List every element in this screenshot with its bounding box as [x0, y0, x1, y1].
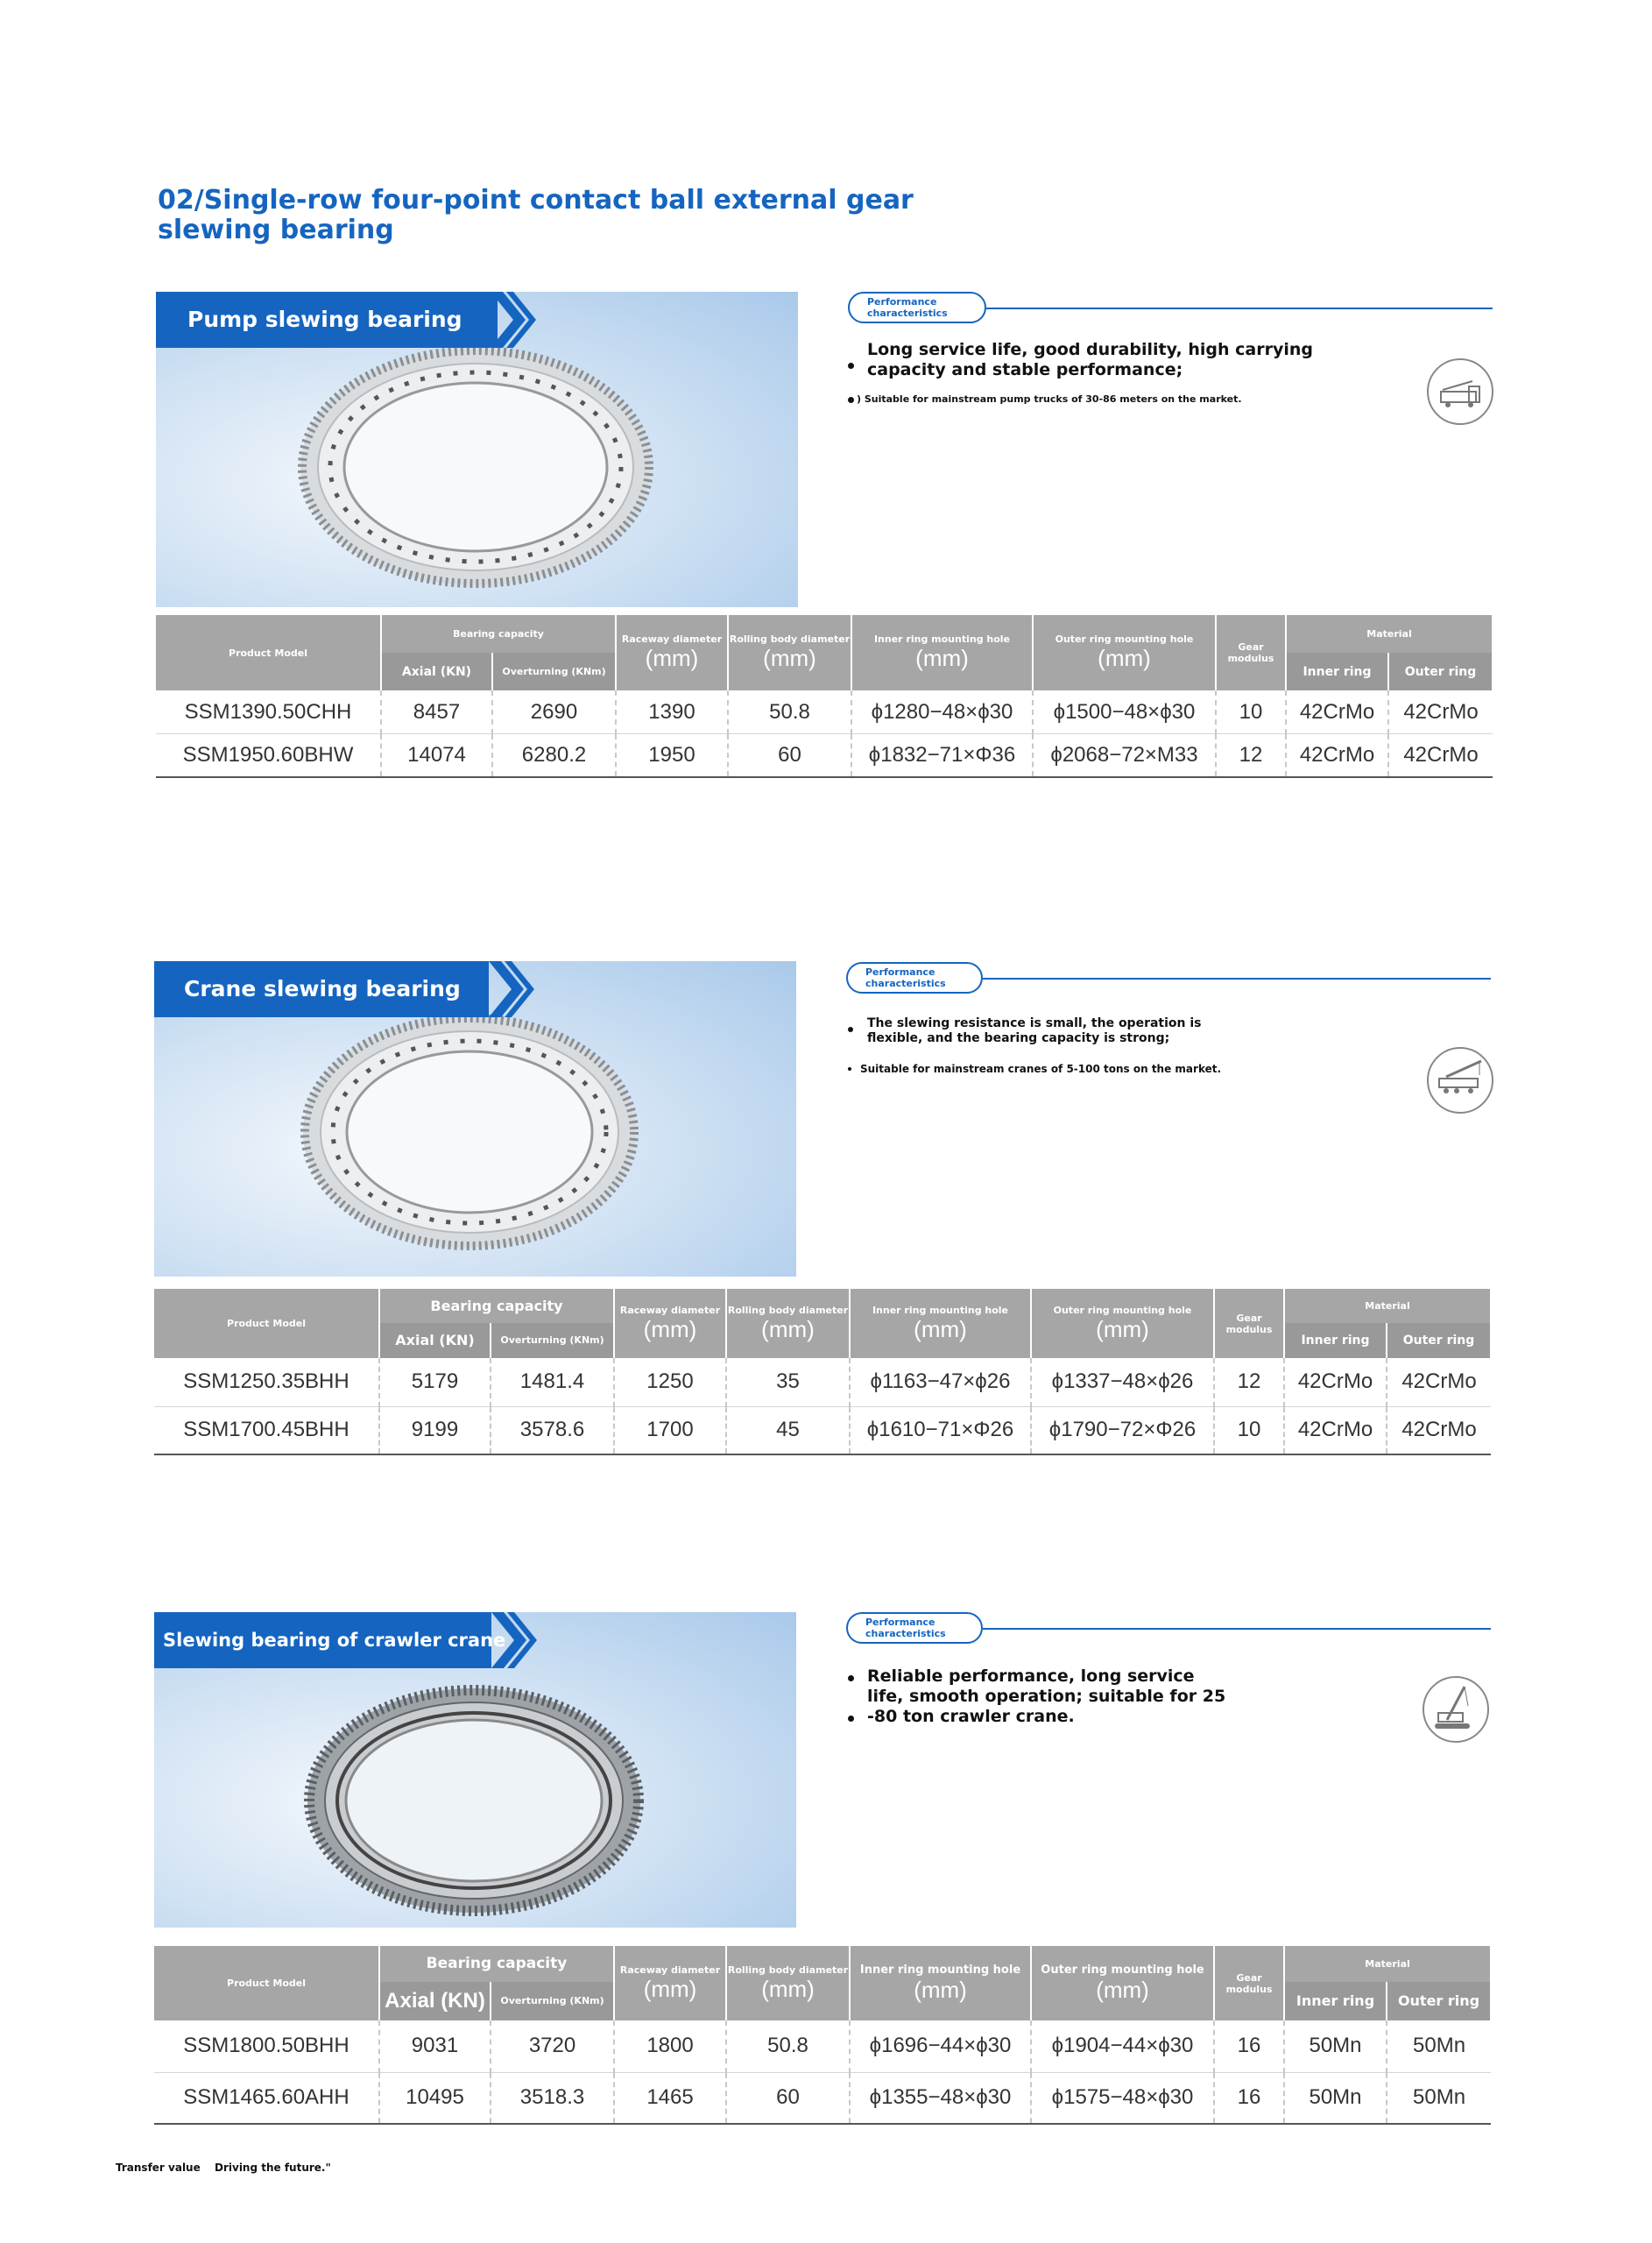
header-inner-ring: Inner ring — [1286, 653, 1388, 690]
cell-inner-material: 50Mn — [1284, 2020, 1387, 2072]
header-product-model: Product Model — [154, 1289, 379, 1358]
cell-outer-material: 50Mn — [1387, 2020, 1491, 2072]
unit-label: (mm) — [761, 1315, 815, 1342]
cell-model: SSM1465.60AHH — [154, 2072, 379, 2124]
chevron-right-icon — [489, 961, 541, 1017]
header-outer-hole — [1031, 1946, 1214, 2020]
cell-overturning: 3720 — [491, 2020, 614, 2072]
cell-axial: 8457 — [381, 690, 492, 733]
cell-outer-hole: ϕ1904−44×ϕ30 — [1031, 2020, 1214, 2072]
header-outer-ring: Outer ring — [1387, 1323, 1491, 1359]
bullet-item — [848, 1063, 1386, 1076]
header-raceway — [614, 1946, 726, 2020]
bullet-text: The slewing resistance is small, the operation is flexible, and the bearing capacity is strong; — [867, 1016, 1202, 1045]
performance-tag: Performance characteristics — [846, 1612, 983, 1644]
cell-raceway: 1390 — [616, 690, 728, 733]
cell-model: SSM1950.60BHW — [156, 734, 381, 778]
spec-table — [154, 1289, 1492, 1455]
header-gear-modulus: Gear modulus — [1216, 615, 1286, 690]
cell-outer-material: 42CrMo — [1387, 1406, 1491, 1454]
cell-outer-material: 42CrMo — [1387, 1358, 1491, 1406]
header-overturning: Overturning (KNm) — [491, 1323, 614, 1359]
cell-outer-material: 50Mn — [1387, 2072, 1491, 2124]
crawler-crane-icon — [1424, 1678, 1487, 1741]
bullet-text: Long service life, good durability, high carrying capacity and stable performance; — [867, 340, 1313, 379]
page-title: 02/Single-row four-point contact ball external gear slewing bearing — [158, 185, 914, 245]
header-rolling — [726, 1289, 850, 1358]
cell-inner-hole: ϕ1163−47×ϕ26 — [850, 1358, 1031, 1406]
concrete-pump-truck-icon — [1429, 360, 1492, 423]
header-inner-hole — [851, 615, 1033, 690]
cell-gear: 10 — [1216, 690, 1286, 733]
bullet-icon — [848, 1675, 854, 1681]
cell-inner-hole: ϕ1696−44×ϕ30 — [850, 2020, 1031, 2072]
bullet-icon — [848, 1716, 854, 1722]
header-raceway — [614, 1289, 726, 1358]
table-row — [156, 690, 1493, 733]
footer-right: Driving the future." — [215, 2162, 331, 2174]
section-banner: Slewing bearing of crawler crane — [154, 1612, 491, 1668]
header-material: Material — [1284, 1289, 1491, 1323]
bullet-item — [848, 1016, 1235, 1046]
header-axial: Axial (KN) — [381, 653, 492, 690]
cell-gear: 16 — [1214, 2020, 1284, 2072]
header-outer-hole — [1033, 615, 1216, 690]
spec-table — [156, 615, 1493, 778]
section-banner: Pump slewing bearing — [156, 292, 498, 348]
header-rolling — [728, 615, 851, 690]
header-label: Raceway diameter — [619, 1304, 721, 1316]
header-product-model: Product Model — [156, 615, 381, 690]
header-overturning: Overturning (KNm) — [492, 653, 616, 690]
product-hero-pump — [156, 292, 798, 607]
cell-inner-material: 42CrMo — [1286, 690, 1388, 733]
header-outer-hole — [1031, 1289, 1214, 1358]
cell-outer-hole: ϕ2068−72×M33 — [1033, 734, 1216, 778]
header-inner-ring: Inner ring — [1284, 1982, 1387, 2021]
header-label: Inner ring mounting hole — [859, 1963, 1021, 1977]
header-label: Raceway diameter — [621, 633, 723, 646]
truck-crane-icon — [1429, 1049, 1492, 1112]
concrete-pump-truck-icon — [1427, 358, 1493, 425]
chevron-right-icon — [491, 1612, 544, 1668]
cell-axial: 9031 — [379, 2020, 491, 2072]
cell-gear: 12 — [1216, 734, 1286, 778]
divider — [986, 308, 1493, 309]
bullet-item — [848, 340, 1323, 380]
bullet-item — [848, 393, 1382, 406]
cell-raceway: 1950 — [616, 734, 728, 778]
header-label: Outer ring mounting hole — [1041, 1963, 1204, 1977]
unit-label: (mm) — [1096, 1315, 1149, 1342]
cell-inner-hole: ϕ1355−48×ϕ30 — [850, 2072, 1031, 2124]
header-material: Material — [1286, 615, 1493, 653]
header-outer-ring: Outer ring — [1387, 1982, 1491, 2021]
cell-overturning: 1481.4 — [491, 1358, 614, 1406]
bullet-icon — [848, 397, 854, 403]
table-row — [154, 1358, 1491, 1406]
header-label: Rolling body diameter — [727, 1304, 849, 1316]
cell-model: SSM1250.35BHH — [154, 1358, 379, 1406]
cell-gear: 10 — [1214, 1406, 1284, 1454]
bullet-text: Reliable performance, long service life, smooth operation; suitable for 25 -80 ton crawler crane. — [867, 1666, 1226, 1726]
header-gear-modulus: Gear modulus — [1214, 1289, 1284, 1358]
divider — [983, 1628, 1491, 1630]
cell-axial: 5179 — [379, 1358, 491, 1406]
table-row — [154, 2072, 1491, 2124]
bullet-icon — [848, 363, 854, 369]
cell-rolling: 50.8 — [728, 690, 851, 733]
bullet-item — [848, 1666, 1226, 1727]
cell-raceway: 1800 — [614, 2020, 726, 2072]
performance-tag: Performance characteristics — [848, 292, 986, 323]
header-label: Raceway diameter — [619, 1964, 721, 1976]
cell-outer-material: 42CrMo — [1388, 734, 1493, 778]
table-row — [154, 2020, 1491, 2072]
unit-label: (mm) — [763, 645, 816, 672]
header-product-model: Product Model — [154, 1946, 379, 2020]
header-label: Rolling body diameter — [727, 1964, 849, 1976]
unit-label: (mm) — [761, 1975, 815, 2002]
cell-inner-hole: ϕ1832−71×Φ36 — [851, 734, 1033, 778]
header-label: Outer ring mounting hole — [1055, 633, 1194, 646]
header-overturning: Overturning (KNm) — [491, 1982, 614, 2021]
cell-rolling: 60 — [726, 2072, 850, 2124]
section-banner: Crane slewing bearing — [154, 961, 489, 1017]
header-label: Inner ring mounting hole — [872, 1304, 1009, 1316]
unit-label: (mm) — [1098, 645, 1151, 672]
header-raceway — [616, 615, 728, 690]
cell-inner-hole: ϕ1280−48×ϕ30 — [851, 690, 1033, 733]
cell-inner-hole: ϕ1610−71×Φ26 — [850, 1406, 1031, 1454]
cell-axial: 14074 — [381, 734, 492, 778]
cell-rolling: 35 — [726, 1358, 850, 1406]
cell-rolling: 45 — [726, 1406, 850, 1454]
cell-model: SSM1800.50BHH — [154, 2020, 379, 2072]
cell-outer-hole: ϕ1500−48×ϕ30 — [1033, 690, 1216, 733]
cell-overturning: 3578.6 — [491, 1406, 614, 1454]
truck-crane-icon — [1427, 1047, 1493, 1114]
divider — [983, 978, 1491, 980]
header-outer-ring: Outer ring — [1388, 653, 1493, 690]
header-axial: Axial (KN) — [379, 1982, 491, 2021]
unit-label: (mm) — [645, 645, 699, 672]
unit-label: (mm) — [914, 1976, 967, 2003]
cell-rolling: 60 — [728, 734, 851, 778]
unit-label: (mm) — [914, 1315, 967, 1342]
header-gear-modulus: Gear modulus — [1214, 1946, 1284, 2020]
header-bearing-capacity: Bearing capacity — [379, 1289, 614, 1323]
header-axial: Axial (KN) — [379, 1323, 491, 1359]
table-row — [154, 1406, 1491, 1454]
header-inner-hole — [850, 1289, 1031, 1358]
cell-outer-hole: ϕ1337−48×ϕ26 — [1031, 1358, 1214, 1406]
unit-label: (mm) — [643, 1315, 697, 1342]
unit-label: (mm) — [643, 1975, 697, 2002]
spec-table — [154, 1946, 1492, 2125]
header-inner-hole — [850, 1946, 1031, 2020]
cell-outer-hole: ϕ1790−72×Φ26 — [1031, 1406, 1214, 1454]
cell-gear: 16 — [1214, 2072, 1284, 2124]
cell-inner-material: 42CrMo — [1286, 734, 1388, 778]
unit-label: (mm) — [915, 645, 969, 672]
crawler-crane-icon — [1423, 1676, 1489, 1743]
unit-label: (mm) — [1096, 1976, 1149, 2003]
cell-overturning: 3518.3 — [491, 2072, 614, 2124]
header-bearing-capacity: Bearing capacity — [381, 615, 616, 653]
header-material: Material — [1284, 1946, 1491, 1982]
header-bearing-capacity: Bearing capacity — [379, 1946, 614, 1982]
cell-inner-material: 42CrMo — [1284, 1406, 1387, 1454]
bullet-text: ) Suitable for mainstream pump trucks of 30-86 meters on the market. — [857, 393, 1242, 405]
header-rolling — [726, 1946, 850, 2020]
product-hero-crawler — [154, 1612, 796, 1928]
cell-axial: 9199 — [379, 1406, 491, 1454]
cell-outer-material: 42CrMo — [1388, 690, 1493, 733]
cell-raceway: 1250 — [614, 1358, 726, 1406]
performance-tag: Performance characteristics — [846, 962, 983, 994]
cell-raceway: 1700 — [614, 1406, 726, 1454]
cell-overturning: 6280.2 — [492, 734, 616, 778]
bullet-icon — [848, 1067, 851, 1071]
cell-gear: 12 — [1214, 1358, 1284, 1406]
cell-raceway: 1465 — [614, 2072, 726, 2124]
cell-overturning: 2690 — [492, 690, 616, 733]
product-hero-crane — [154, 961, 796, 1277]
header-inner-ring: Inner ring — [1284, 1323, 1387, 1359]
chevron-right-icon — [491, 292, 543, 348]
cell-model: SSM1700.45BHH — [154, 1406, 379, 1454]
bullet-icon — [848, 1027, 853, 1032]
header-label: Outer ring mounting hole — [1053, 1304, 1192, 1316]
cell-inner-material: 50Mn — [1284, 2072, 1387, 2124]
cell-axial: 10495 — [379, 2072, 491, 2124]
cell-rolling: 50.8 — [726, 2020, 850, 2072]
cell-outer-hole: ϕ1575−48×ϕ30 — [1031, 2072, 1214, 2124]
header-label: Rolling body diameter — [729, 633, 851, 646]
footer-left: Transfer value — [116, 2162, 201, 2174]
bullet-text: Suitable for mainstream cranes of 5-100 tons on the market. — [860, 1063, 1222, 1075]
header-label: Inner ring mounting hole — [873, 633, 1011, 646]
table-row — [156, 734, 1493, 778]
cell-model: SSM1390.50CHH — [156, 690, 381, 733]
cell-inner-material: 42CrMo — [1284, 1358, 1387, 1406]
